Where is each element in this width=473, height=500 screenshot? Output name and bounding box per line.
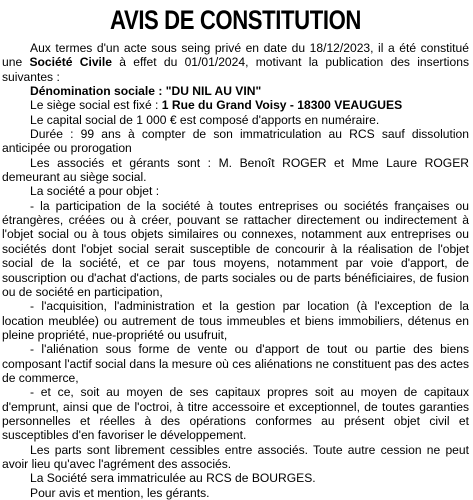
intro-paragraph [2, 41, 469, 84]
objet-item-3: - l'aliénation sous forme de vente ou d'apport de tout ou partie des biens composant l'actif social dans la mesure où ces aliénations ne constituent pas des actes de commerce, [2, 342, 469, 385]
immatriculation-line: La Société sera immatriculée au RCS de BOURGES. [30, 471, 316, 486]
cession-paragraph: Les parts sont librement cessibles entre associés. Toute autre cession ne peut avoir lieu qu'avec l'agrément des associés. [2, 442, 469, 471]
closing-line: Pour avis et mention, les gérants. [30, 485, 210, 500]
company-form: Société Civile [29, 55, 113, 70]
denomination-line [2, 84, 469, 98]
duree-paragraph: Durée : 99 ans à compter de son immatriculation au RCS sauf dissolution anticipée ou prorogation [2, 127, 469, 156]
objet-item-4: - et ce, soit au moyen de ses capitaux propres soit au moyen de capitaux d'emprunt, ainsi que de l'octroi, à titre accessoire et exceptionnel, de toutes garanties personnelles et réelles à des opérations conformes au présent objet civil et susceptibles d'en favoriser le développement. [2, 385, 469, 443]
siege-line [2, 98, 469, 112]
siege-address: 1 Rue du Grand Voisy - 18300 VEAUGUES [161, 98, 403, 113]
objet-item-2: - l'acquisition, l'administration et la gestion par location (à l'exception de la location meublée) ou autrement de tous immeubles et biens immobiliers, détenus en pleine propriété, nue-propriété ou usufruit, [2, 299, 469, 342]
objet-item-1: - la participation de la société à toutes entreprises ou sociétés françaises ou étrangères, créées ou à créer, pouvant se rattacher directement ou indirectement à l'objet social ou à tous objets similaires ou connexes, notamment aux entreprises ou sociétés dont l'objet social serait susceptible de concourir à la réalisation de l'objet social de la société, et ce par tous moyens, notamment par voie d'apport, de souscription ou d'achat d'actions, de parts sociales ou de parts bénéficiaires, de fusion ou de société en participation, [2, 198, 469, 299]
intro-text-c: à effet du 01/01/2024, motivant la publication des insertions suivantes : [2, 55, 469, 84]
objet-intro: La société a pour objet : [30, 184, 160, 199]
denomination-text: Dénomination sociale : "DU NIL AU VIN" [30, 84, 262, 99]
notice-title: AVIS DE CONSTITUTION [110, 5, 361, 35]
intro-text-a: Aux termes d'un acte sous seing privé en date du 18/12/2023, il a été constitué une [2, 41, 469, 70]
notice-body [2, 41, 469, 500]
capital-line: Le capital social de 1 000 € est composé d'apports en numéraire. [30, 112, 380, 127]
siege-label: Le siège social est fixé : [30, 98, 162, 113]
associes-paragraph: Les associés et gérants sont : M. Benoît ROGER et Mme Laure ROGER demeurant au siège social. [2, 155, 469, 185]
